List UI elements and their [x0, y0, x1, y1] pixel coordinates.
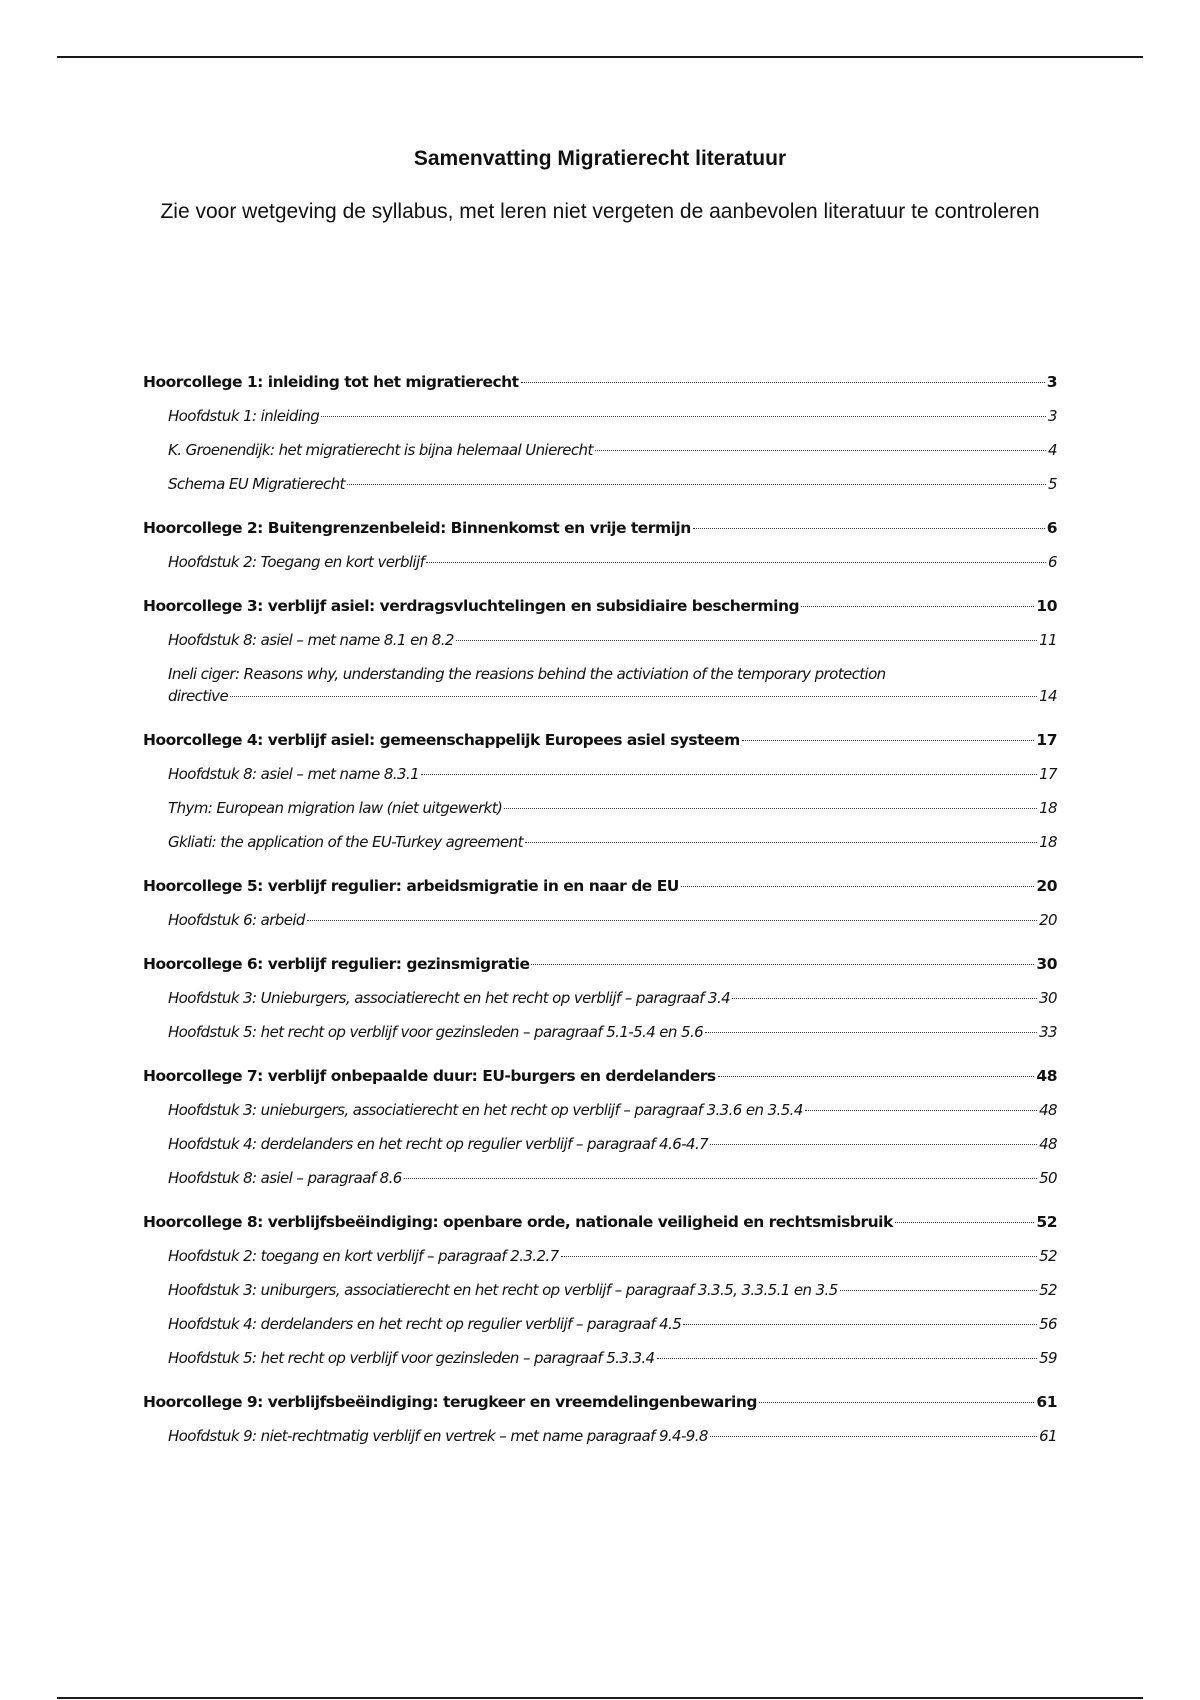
toc-subentry-label: Hoofdstuk 9: niet-rechtmatig verblijf en vertrek – met name paragraaf 9.4-9.8	[168, 1427, 708, 1445]
dot-leader	[681, 886, 1035, 887]
toc-subentry-label: Hoofdstuk 1: inleiding	[168, 407, 320, 425]
toc-subentry[interactable]	[143, 757, 1057, 791]
dot-leader	[561, 1256, 1038, 1257]
dot-leader	[456, 640, 1037, 641]
dot-leader	[525, 842, 1037, 843]
toc-section-3	[143, 589, 1057, 713]
dot-leader	[742, 740, 1035, 741]
toc-entry-label: Hoorcollege 5: verblijf regulier: arbeidsmigratie in en naar de EU	[143, 877, 679, 895]
toc-page-number: 33	[1039, 1023, 1057, 1041]
toc-entry[interactable]	[143, 1205, 1057, 1239]
dot-leader	[840, 1290, 1037, 1291]
dot-leader	[732, 998, 1037, 999]
toc-subentry-label: Hoofdstuk 8: asiel – met name 8.3.1	[168, 765, 420, 783]
toc-subentry[interactable]	[143, 1015, 1057, 1049]
toc-subentry[interactable]	[143, 623, 1057, 657]
dot-leader	[657, 1358, 1038, 1359]
toc-entry-label: Hoorcollege 2: Buitengrenzenbeleid: Binnenkomst en vrije termijn	[143, 519, 691, 537]
toc-subentry[interactable]	[143, 1307, 1057, 1341]
toc-page-number: 61	[1039, 1427, 1057, 1445]
toc-section-5	[143, 869, 1057, 937]
toc-page-number: 52	[1039, 1247, 1057, 1265]
table-of-contents	[143, 365, 1057, 1453]
toc-section-7	[143, 1059, 1057, 1195]
toc-page-number: 10	[1036, 597, 1057, 615]
toc-section-8	[143, 1205, 1057, 1375]
toc-subentry[interactable]	[143, 399, 1057, 433]
toc-page-number: 6	[1046, 519, 1057, 537]
toc-page-number: 56	[1039, 1315, 1057, 1333]
toc-page-number: 6	[1048, 553, 1057, 571]
dot-leader	[710, 1436, 1037, 1437]
dot-leader	[531, 964, 1034, 965]
toc-page-number: 30	[1039, 989, 1057, 1007]
toc-page-number: 52	[1039, 1281, 1057, 1299]
toc-page-number: 3	[1046, 373, 1057, 391]
toc-section-4	[143, 723, 1057, 859]
toc-page-number: 17	[1036, 731, 1057, 749]
header-rule	[57, 56, 1143, 58]
toc-subentry[interactable]	[143, 1273, 1057, 1307]
toc-section-2	[143, 511, 1057, 579]
toc-subentry-label: Gkliati: the application of the EU-Turkey agreement	[168, 833, 523, 851]
dot-leader	[895, 1222, 1035, 1223]
document-title: Samenvatting Migratierecht literatuur	[413, 147, 787, 170]
footer-rule	[57, 1697, 1143, 1699]
toc-page-number: 48	[1039, 1135, 1057, 1153]
toc-subentry[interactable]	[143, 903, 1057, 937]
dot-leader	[705, 1032, 1037, 1033]
dot-leader	[805, 1110, 1037, 1111]
toc-entry[interactable]	[143, 1059, 1057, 1093]
toc-subentry[interactable]	[143, 981, 1057, 1015]
toc-subentry-label: Schema EU Migratierecht	[168, 475, 345, 493]
toc-page-number: 3	[1048, 407, 1057, 425]
toc-subentry[interactable]	[143, 825, 1057, 859]
toc-subentry-label: Hoofdstuk 4: derdelanders en het recht op regulier verblijf – paragraaf 4.6-4.7	[168, 1135, 709, 1153]
toc-subentry-label: Hoofdstuk 5: het recht op verblijf voor gezinsleden – paragraaf 5.1-5.4 en 5.6	[168, 1023, 704, 1041]
toc-page-number: 11	[1039, 631, 1057, 649]
toc-section-6	[143, 947, 1057, 1049]
dot-leader	[426, 562, 1046, 563]
toc-entry[interactable]	[143, 947, 1057, 981]
dot-leader	[718, 1076, 1035, 1077]
toc-entry-label: Hoorcollege 1: inleiding tot het migratierecht	[143, 373, 519, 391]
toc-page-number: 48	[1036, 1067, 1057, 1085]
toc-page-number: 5	[1048, 475, 1057, 493]
dot-leader	[230, 696, 1037, 697]
toc-subentry-label: Hoofdstuk 2: toegang en kort verblijf – paragraaf 2.3.2.7	[168, 1247, 559, 1265]
toc-subentry[interactable]	[143, 791, 1057, 825]
dot-leader	[521, 382, 1045, 383]
dot-leader	[321, 416, 1046, 417]
toc-subentry-label: Hoofdstuk 3: uniburgers, associatierecht en het recht op verblijf – paragraaf 3.3.5, 3.3.5.1 en 3.5	[168, 1281, 838, 1299]
dot-leader	[347, 484, 1046, 485]
toc-page-number: 18	[1039, 799, 1057, 817]
toc-page-number: 30	[1036, 955, 1057, 973]
toc-entry-label: Hoorcollege 9: verblijfsbeëindiging: terugkeer en vreemdelingenbewaring	[143, 1393, 757, 1411]
dot-leader	[683, 1324, 1037, 1325]
dot-leader	[421, 774, 1037, 775]
toc-entry-label: Hoorcollege 8: verblijfsbeëindiging: openbare orde, nationale veiligheid en rechtsmisbruik	[143, 1213, 893, 1231]
document-subtitle: Zie voor wetgeving de syllabus, met leren niet vergeten de aanbevolen literatuur te controleren	[160, 200, 1040, 223]
toc-subentry[interactable]	[143, 1161, 1057, 1195]
toc-page-number: 50	[1039, 1169, 1057, 1187]
dot-leader	[801, 606, 1034, 607]
toc-subentry-label: Ineli ciger: Reasons why, understanding the reasions behind the activiation of the temporary protection	[168, 665, 886, 683]
dot-leader	[693, 528, 1045, 529]
toc-page-number: 61	[1036, 1393, 1057, 1411]
dot-leader	[307, 920, 1037, 921]
toc-subentry-label-continued: directive	[168, 687, 229, 705]
toc-section-1	[143, 365, 1057, 501]
toc-page-number: 18	[1039, 833, 1057, 851]
toc-page-number: 20	[1036, 877, 1057, 895]
toc-subentry-label: Hoofdstuk 4: derdelanders en het recht op regulier verblijf – paragraaf 4.5	[168, 1315, 682, 1333]
toc-subentry-last-line	[168, 685, 1057, 707]
toc-section-9	[143, 1385, 1057, 1453]
toc-entry-label: Hoorcollege 7: verblijf onbepaalde duur: EU-burgers en derdelanders	[143, 1067, 716, 1085]
toc-subentry-label: Hoofdstuk 2: Toegang en kort verblijf	[168, 553, 425, 571]
toc-subentry[interactable]	[143, 467, 1057, 501]
toc-entry-label: Hoorcollege 3: verblijf asiel: verdragsvluchtelingen en subsidiaire bescherming	[143, 597, 800, 615]
toc-subentry-label: Hoofdstuk 8: asiel – met name 8.1 en 8.2	[168, 631, 454, 649]
toc-entry[interactable]	[143, 723, 1057, 757]
toc-subentry[interactable]	[143, 1239, 1057, 1273]
dot-leader	[404, 1178, 1037, 1179]
dot-leader	[710, 1144, 1037, 1145]
toc-entry[interactable]	[143, 1385, 1057, 1419]
toc-subentry-label: Hoofdstuk 3: unieburgers, associatierecht en het recht op verblijf – paragraaf 3.3.6 en 3.5.4	[168, 1101, 803, 1119]
toc-subentry[interactable]	[143, 1419, 1057, 1453]
toc-page-number: 14	[1039, 687, 1057, 705]
toc-subentry-label: Hoofdstuk 8: asiel – paragraaf 8.6	[168, 1169, 402, 1187]
toc-page-number: 17	[1039, 765, 1057, 783]
toc-entry-label: Hoorcollege 6: verblijf regulier: gezinsmigratie	[143, 955, 530, 973]
toc-subentry[interactable]	[143, 1127, 1057, 1161]
toc-entry[interactable]	[143, 589, 1057, 623]
toc-entry[interactable]	[143, 365, 1057, 399]
toc-page-number: 48	[1039, 1101, 1057, 1119]
toc-page-number: 4	[1048, 441, 1057, 459]
toc-subentry[interactable]	[143, 657, 1057, 713]
toc-page-number: 20	[1039, 911, 1057, 929]
toc-subentry-label: Hoofdstuk 3: Unieburgers, associatierecht en het recht op verblijf – paragraaf 3.4	[168, 989, 731, 1007]
toc-entry[interactable]	[143, 511, 1057, 545]
toc-entry-label: Hoorcollege 4: verblijf asiel: gemeenschappelijk Europees asiel systeem	[143, 731, 740, 749]
toc-page-number: 59	[1039, 1349, 1057, 1367]
toc-subentry-label: Hoofdstuk 5: het recht op verblijf voor gezinsleden – paragraaf 5.3.3.4	[168, 1349, 655, 1367]
toc-subentry-label: Hoofdstuk 6: arbeid	[168, 911, 305, 929]
dot-leader	[504, 808, 1037, 809]
dot-leader	[595, 450, 1046, 451]
toc-subentry[interactable]	[143, 545, 1057, 579]
toc-subentry-label: K. Groenendijk: het migratierecht is bijna helemaal Unierecht	[168, 441, 593, 459]
dot-leader	[759, 1402, 1034, 1403]
toc-page-number: 52	[1036, 1213, 1057, 1231]
toc-subentry[interactable]	[143, 433, 1057, 467]
toc-entry[interactable]	[143, 869, 1057, 903]
toc-subentry-label: Thym: European migration law (niet uitgewerkt)	[168, 799, 503, 817]
toc-subentry[interactable]	[143, 1093, 1057, 1127]
toc-subentry[interactable]	[143, 1341, 1057, 1375]
